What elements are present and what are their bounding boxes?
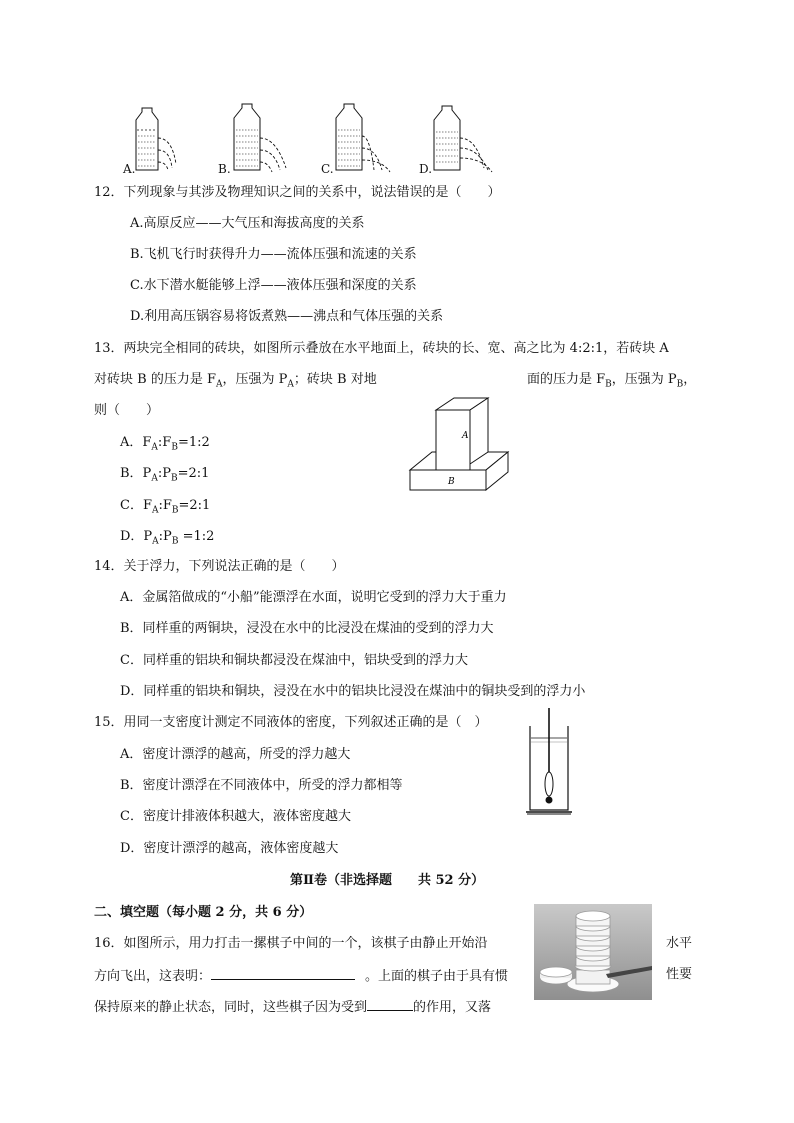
q15-option-a: A．密度计漂浮的越高，所受的浮力越大 bbox=[120, 747, 351, 762]
brick-figure bbox=[406, 396, 516, 496]
q13-stem-line1: 13．两块完全相同的砖块，如图所示叠放在水平地面上，砖块的长、宽、高之比为 4:2:1，若砖块 A bbox=[94, 341, 669, 356]
q14-stem: 14．关于浮力，下列说法正确的是（ ） bbox=[94, 559, 345, 574]
q16-line1-left: 16．如图所示，用力打击一摞棋子中间的一个，该棋子由静止开始沿 bbox=[94, 936, 488, 951]
q16-line1-right: 水平 bbox=[666, 936, 693, 951]
q14-option-b: B．同样重的两铜块，浸没在水中的比浸没在煤油的受到的浮力大 bbox=[120, 621, 494, 636]
bottle-label-a: A. bbox=[123, 162, 136, 176]
q14-option-c: C．同样重的铝块和铜块都浸没在煤油中，铝块受到的浮力大 bbox=[120, 653, 468, 668]
q15-option-c: C．密度计排液体积越大，液体密度越大 bbox=[120, 809, 351, 824]
bottle-label-d: D. bbox=[419, 162, 433, 176]
q12-option-b: B.飞机飞行时获得升力——流体压强和流速的关系 bbox=[130, 247, 417, 262]
q16-blank-2[interactable] bbox=[367, 997, 413, 1011]
q13-option-c: C．$F_A:F_B=2:1$ bbox=[120, 498, 211, 516]
q13-option-a: A．$F_A:F_B=1:2$ bbox=[120, 435, 210, 453]
q14-option-a: A．金属箔做成的“小船”能漂浮在水面，说明它受到的浮力大于重力 bbox=[120, 590, 507, 605]
q12-option-c: C.水下潜水艇能够上浮——液体压强和深度的关系 bbox=[130, 278, 417, 293]
q16-line2: 方向飞出，这表明： 。上面的棋子由于具有惯 bbox=[94, 966, 508, 986]
fill-in-header: 二、填空题（每小题 2 分，共 6 分） bbox=[94, 905, 313, 920]
bottle-a bbox=[128, 104, 198, 174]
brick-label-b: B bbox=[448, 477, 455, 487]
section-two-title: 第Ⅱ卷（非选择题 共 52 分） bbox=[290, 873, 485, 888]
q13-option-d: D．$P_A:P_B$ =1:2 bbox=[120, 529, 215, 547]
chess-pieces-photo bbox=[534, 904, 652, 1000]
q12-option-d: D.利用高压锅容易将饭煮熟——沸点和气体压强的关系 bbox=[130, 309, 444, 324]
q16-line3: 保持原来的静止状态，同时，这些棋子因为受到 的作用，又落 bbox=[94, 997, 491, 1017]
bottle-label-b: B. bbox=[218, 162, 231, 176]
q12-stem: 12．下列现象与其涉及物理知识之间的关系中，说法错误的是（ ） bbox=[94, 185, 501, 200]
q13-option-b: B．$P_A:P_B=2:1$ bbox=[120, 466, 210, 484]
q15-option-d: D．密度计漂浮的越高，液体密度越大 bbox=[120, 841, 339, 856]
q12-option-a: A.高原反应——大气压和海拔高度的关系 bbox=[130, 216, 365, 231]
q15-option-b: B．密度计漂浮在不同液体中，所受的浮力都相等 bbox=[120, 778, 403, 793]
hydrometer-figure bbox=[524, 706, 574, 818]
q13-stem-line2-right: 面的压力是 $F_B$，压强为 $P_B$， bbox=[527, 372, 697, 390]
q16-blank-1[interactable] bbox=[211, 966, 355, 980]
q13-stem-line3: 则（ ） bbox=[94, 403, 160, 418]
q14-option-d: D．同样重的铝块和铜块，浸没在水中的铝块比浸没在煤油中的铜块受到的浮力小 bbox=[120, 684, 586, 699]
bottle-d bbox=[428, 102, 508, 174]
bottle-c bbox=[330, 100, 410, 174]
brick-label-a: A bbox=[462, 431, 469, 441]
bottle-label-c: C. bbox=[321, 162, 334, 176]
q16-line2-right: 性要 bbox=[666, 967, 693, 982]
q13-stem-line2-left: 对砖块 B 的压力是 $F_A$，压强为 $P_A$；砖块 B 对地 bbox=[94, 372, 377, 390]
q15-stem: 15．用同一支密度计测定不同液体的密度，下列叙述正确的是（ ） bbox=[94, 715, 488, 730]
bottle-b bbox=[228, 100, 308, 174]
